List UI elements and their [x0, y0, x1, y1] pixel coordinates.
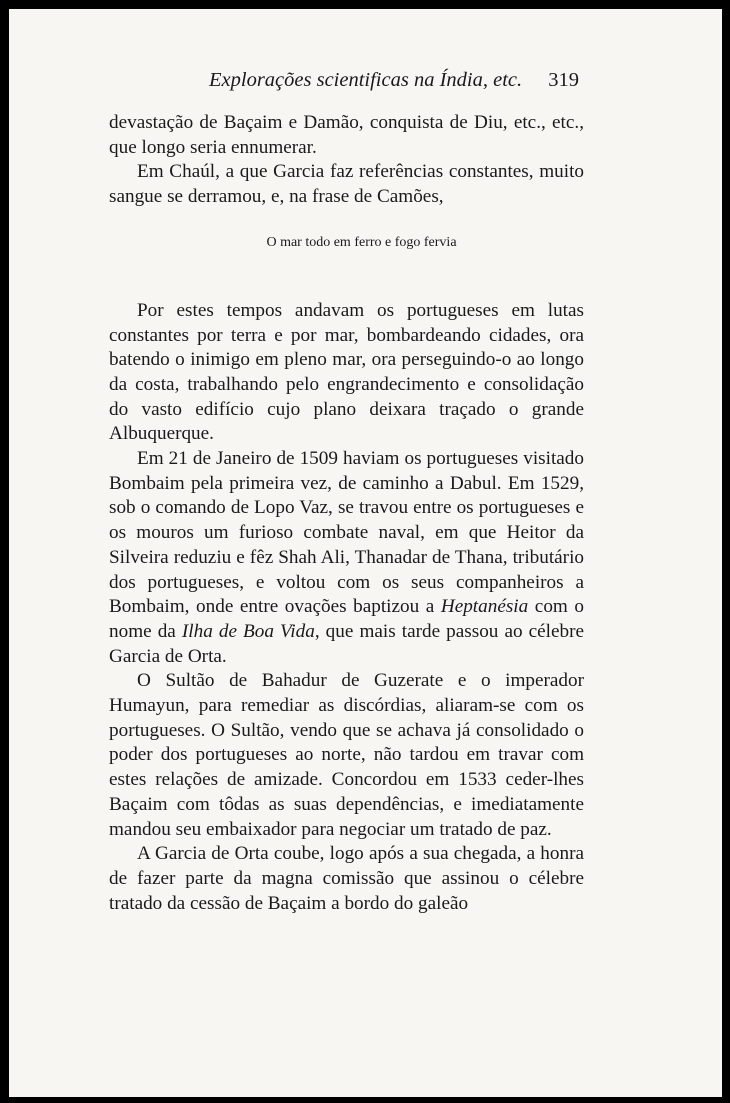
paragraph-chaul: Em Chaúl, a que Garcia faz referências constantes, muito sangue se derramou, e, na frase de Camões,	[109, 161, 584, 208]
ilha-boa-vida-term: Ilha de Boa Vida	[181, 620, 315, 642]
bombaim-text-b: com o nome da	[109, 596, 584, 642]
heptanesia-term: Heptanésia	[440, 596, 529, 618]
body-text	[109, 111, 584, 916]
paragraph-continuation: devastação de Baçaim e Damão, conquista de Diu, etc., etc., que longo seria ennumerar.	[109, 112, 584, 158]
book-page	[9, 9, 722, 1097]
verse-quote: O mar todo em ferro e fogo fervia	[266, 234, 457, 250]
running-title: Explorações scientificas na Índia, etc.	[209, 69, 523, 91]
paragraph-garcia: A Garcia de Orta coube, logo após a sua chegada, a honra de fazer parte da magna comissão que assinou o célebre tratado da cessão de Baçaim a bordo do galeão	[109, 843, 584, 914]
paragraph-bombaim	[109, 447, 584, 669]
bombaim-text-a: Em 21 de Janeiro de 1509 haviam os portugueses visitado Bombaim pela primeira vez, de caminho a Dabul. Em 1529, sob o comando de Lopo Vaz, se travou entre os portugueses e os mouros um furioso combate naval, em que Heitor da Silveira reduziu e fêz Shah Ali, Thanadar de Thana, tributário dos portugueses, e voltou com os seus companheiros a Bombaim, onde entre ovações baptizou a	[109, 448, 584, 618]
bombaim-text-c: , que mais tarde passou ao célebre Garcia de Orta.	[109, 620, 584, 667]
paragraph-sultan: O Sultão de Bahadur de Guzerate e o imperador Humayun, para remediar as discórdias, aliaram-se com os portugueses. O Sultão, vendo que se achava já consolidado o poder dos portugueses ao norte, não tardou em travar com estes relações de amizade. Concordou em 1533 ceder-lhes Baçaim com tôdas as suas dependências, e imediatamente mandou seu embaixador para negociar um tratado de paz.	[109, 670, 584, 840]
paragraph-struggles: Por estes tempos andavam os portugueses em lutas constantes por terra e por mar, bombardeando cidades, ora batendo o inimigo em pleno mar, ora perseguindo-o ao longo da costa, trabalhando pelo engrandecimento e consolidação do vasto edifício cujo plano deixara traçado o grande Albuquerque.	[109, 299, 584, 445]
page-header	[209, 69, 609, 92]
page-number: 319	[548, 69, 579, 91]
